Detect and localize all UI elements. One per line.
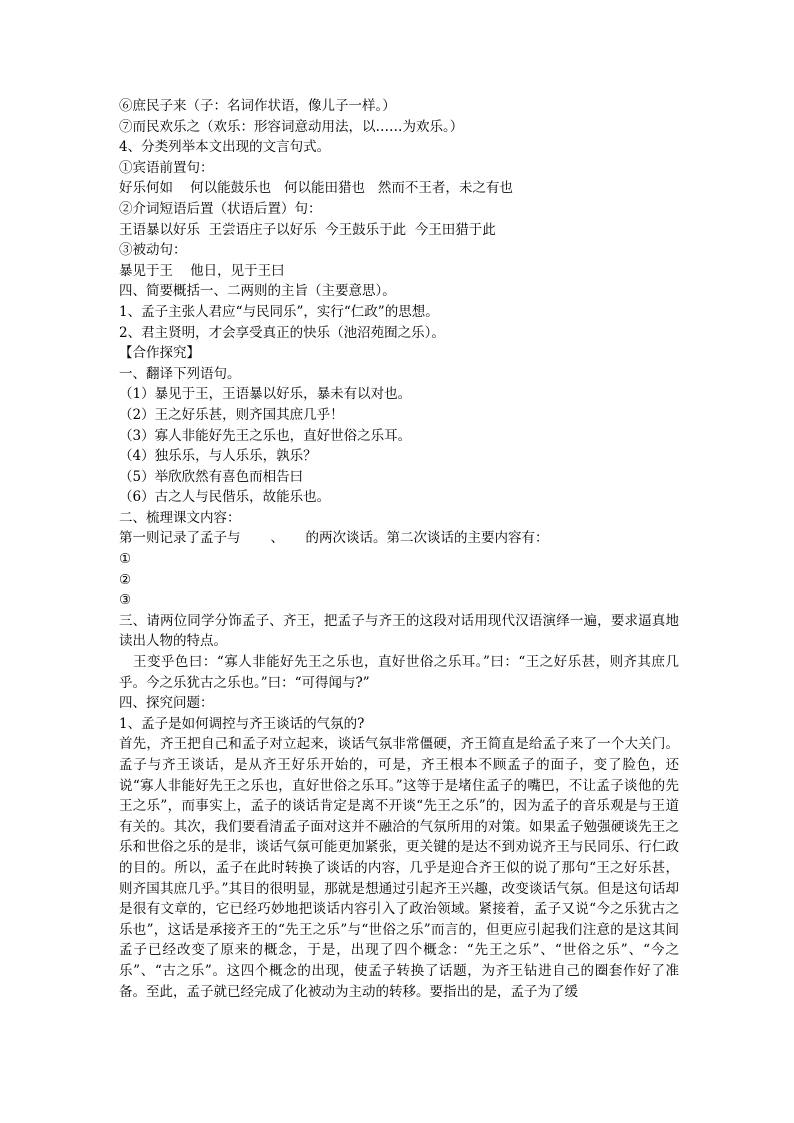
text-line: ①宾语前置句： (119, 159, 214, 176)
text-line: ⑦而民欢乐之（欢乐：形容词意动用法，以……为欢乐。） (119, 118, 464, 135)
section-heading: 一、翻译下列语句。 (119, 365, 241, 382)
text-paragraph: 1、孟子是如何调控与齐王谈话的气氛的? (119, 715, 365, 732)
text-paragraph: 三、请两位同学分饰孟子、齐王，把孟子与齐王的这段对话用现代汉语演绎一遍，要求逼真地读出人物的特点。 (119, 612, 679, 650)
text-line: （5）举欣欣然有喜色而相告曰 (119, 468, 304, 485)
text-line: ②介词短语后置（状语后置）句： (119, 200, 322, 217)
text-line: （4）独乐乐，与人乐乐，孰乐？ (119, 448, 317, 465)
text-line: ③ (119, 592, 132, 609)
section-heading: 二、梳理课文内容： (119, 509, 241, 526)
text-line: 2、君主贤明，才会享受真正的快乐（池沼苑囿之乐）。 (119, 324, 445, 341)
text-line: 1、孟子主张人君应“与民同乐”，实行“仁政”的思想。 (119, 303, 439, 320)
text-line: ② (119, 571, 132, 588)
text-paragraph: 王变乎色曰：“寡人非能好先王之乐也，直好世俗之乐耳。”曰：“王之好乐甚，则齐其庶几乎。今之乐犹古之乐也。”曰：“可得闻与?” (119, 654, 679, 691)
document-body (119, 96, 679, 1002)
text-line: 王语暴以好乐 王尝语庄子以好乐 今王鼓乐于此 今王田猎于此 (119, 221, 496, 238)
text-line: （6）古之人与民偕乐，故能乐也。 (119, 489, 331, 506)
text-line: 第一则记录了孟子与 、 的两次谈话。第二次谈话的主要内容有： (119, 530, 549, 547)
text-line: （2）王之好乐甚，则齐国其庶几乎！ (119, 406, 344, 423)
text-line: 暴见于王 他日，见于王曰 (119, 262, 285, 279)
text-line: 4、分类列举本文出现的文言句式。 (119, 139, 331, 156)
section-heading: 【合作探究】 (119, 345, 200, 362)
section-heading: 四、探究问题： (119, 695, 214, 712)
text-line: ③被动句： (119, 242, 187, 259)
text-paragraph: 首先，齐王把自己和孟子对立起来，谈话气氛非常僵硬，齐王简直是给孟子来了一个大关门。孟子与齐王谈话，是从齐王好乐开始的，可是，齐王根本不顾孟子的面子，变了脸色，还说“寡人非能好先王之乐也，直好世俗之乐耳。”这等于是堵住孟子的嘴巴，不让孟子谈他的先王之乐”，而事实上，孟子的谈话肯定是离不开谈“先王之乐”的，因为孟子的音乐观是与王道有关的。其次，我们要看清孟子面对这并不融洽的气氛所用的对策。如果孟子勉强硬谈先王之乐和世俗之乐的是非，谈话气氛可能更加紧张，更关键的是达不到劝说齐王与民同乐、行仁政的目的。所以，孟子在此时转换了谈话的内容，几乎是迎合齐王似的说了那句“王之好乐甚，则齐国其庶几乎。”其目的很明显，那就是想通过引起齐王兴趣，改变谈话气氛。但是这句话却是很有文章的，它已经巧妙地把谈话内容引入了政治领域。紧接着，孟子又说“今之乐犹古之乐也”，这话是承接齐王的“先王之乐”与“世俗之乐”而言的，但更应引起我们注意的是这其间孟子已经改变了原来的概念，于是，出现了四个概念：“先王之乐”、“世俗之乐”、“今之乐”、“古之乐”。这四个概念的出现，使孟子转换了话题，为齐王钻进自己的圈套作好了准备。至此，孟子就已经完成了化被动为主动的转移。要指出的是，孟子为了缓 (119, 736, 679, 1000)
text-line: ① (119, 551, 132, 568)
text-line: （3）寡人非能好先王之乐也，直好世俗之乐耳。 (119, 427, 412, 444)
text-line: 好乐何如 何以能鼓乐也 何以能田猎也 然而不王者，未之有也 (119, 180, 513, 197)
text-line: （1）暴见于王，王语暴以好乐，暴未有以对也。 (119, 386, 412, 403)
section-heading: 四、简要概括一、二两则的主旨（主要意思）。 (119, 283, 396, 300)
text-line: ⑥庶民子来（子：名词作状语，像儿子一样。） (119, 98, 396, 114)
